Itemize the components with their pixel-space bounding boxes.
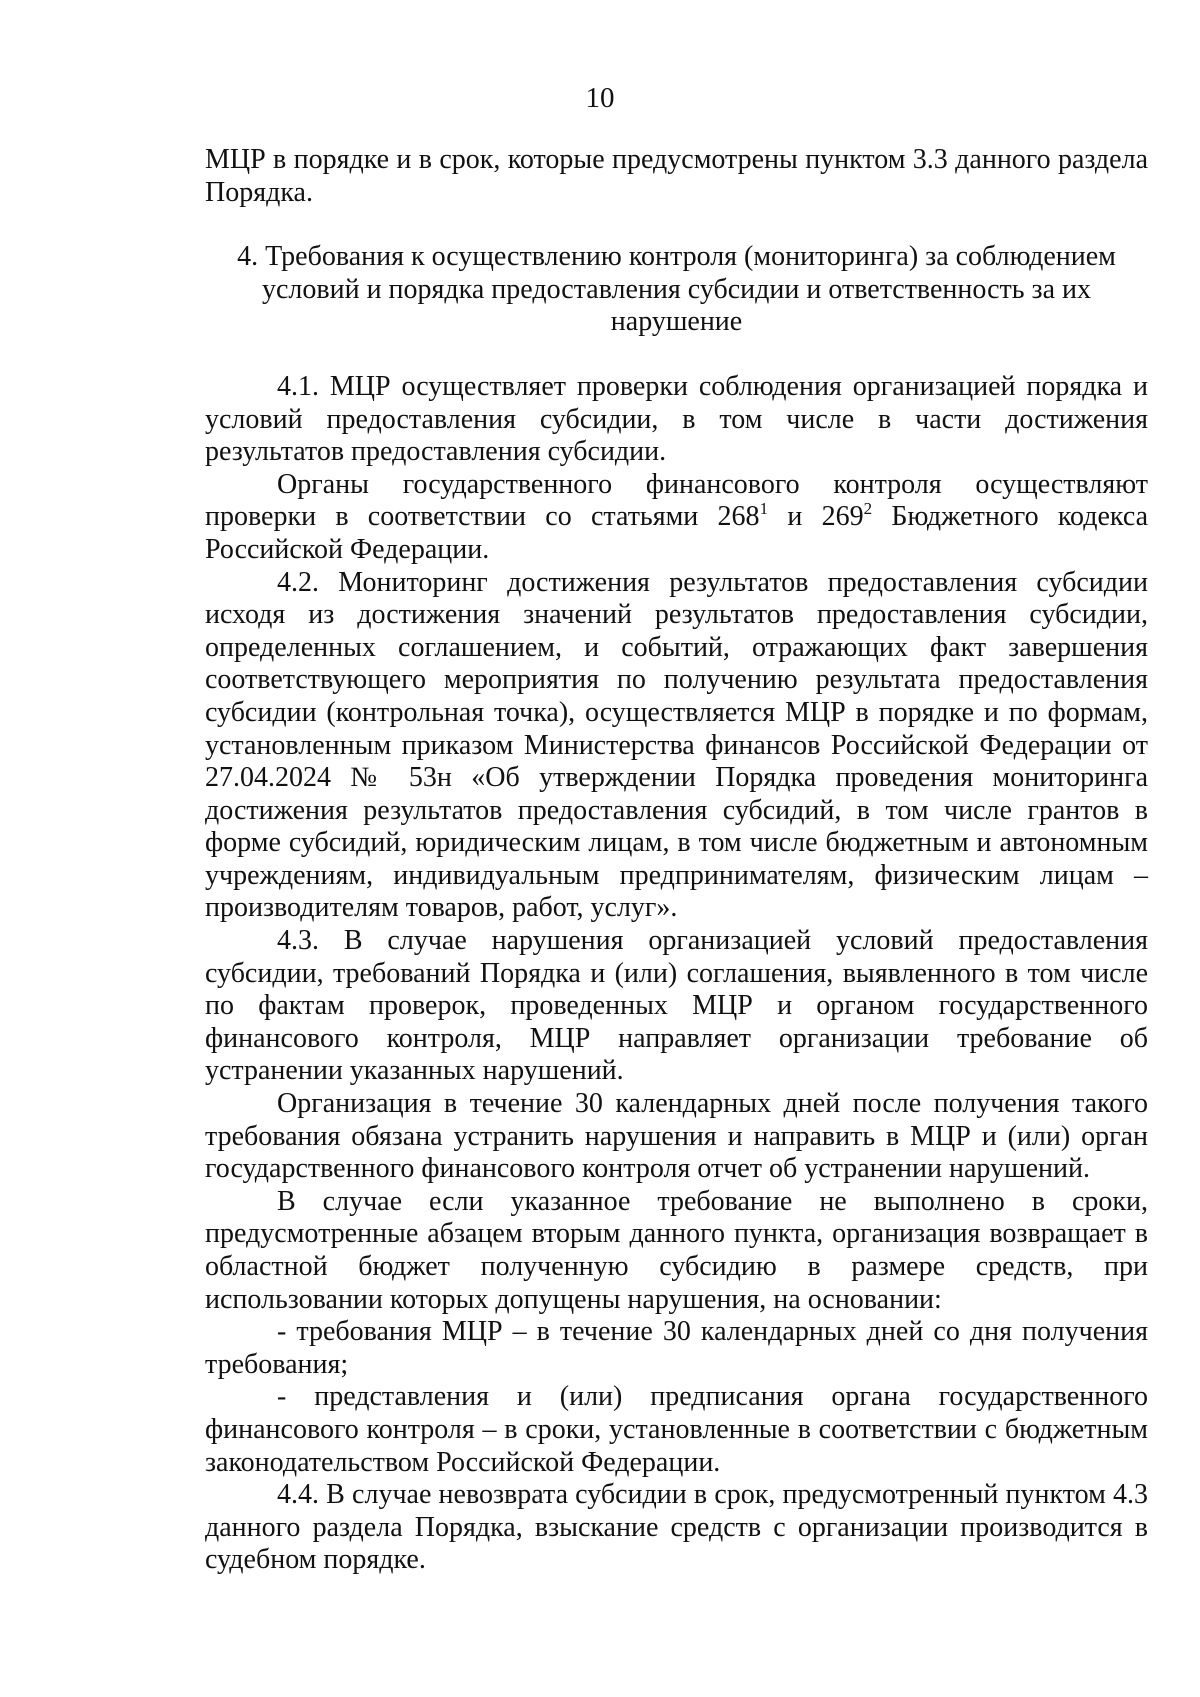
text-run: Органы государственного финансового контроля осуществляют проверки в соответствии со статьями 268 (205, 468, 1148, 533)
list-item-mcr-requirement: - требования МЦР – в течение 30 календарных дней со дня получения требования; (205, 1316, 1148, 1380)
section-heading-line: нарушение (610, 306, 743, 338)
page-number: 10 (585, 82, 615, 114)
text-run: и 269 (768, 501, 864, 533)
paragraph-4-1: 4.1. МЦР осуществляет проверки соблюдения организацией порядка и условий предоставления субсидии, в том числе в части достижения результатов предоставления субсидии. (205, 370, 1148, 468)
section-heading (205, 241, 1148, 339)
paragraph-4-4: 4.4. В случае невозврата субсидии в срок, предусмотренный пунктом 4.3 данного раздела Порядка, взыскание средств с организации производится в судебном порядке. (205, 1479, 1148, 1576)
text-run: Бюджетного кодекса Российской Федерации. (205, 501, 1149, 565)
paragraph-4-3-refund: В случае если указанное требование не выполнено в сроки, предусмотренные абзацем вторым данного пункта, организация возвращает в областной бюджет полученную субсидию в размере средств, при использовании которых допущены нарушения, на основании: (205, 1185, 1148, 1315)
superscript: 2 (863, 499, 873, 519)
section-heading-line: условий и порядка предоставления субсидии и ответственность за их (261, 273, 1091, 305)
document-body (205, 144, 1148, 1577)
paragraph-4-3-deadline: Организация в течение 30 календарных дней после получения такого требования обязана устранить нарушения и направить в МЦР и (или) орган государственного финансового контроля отчет об устранении нарушений. (205, 1088, 1148, 1185)
continuation-paragraph: МЦР в порядке и в срок, которые предусмотрены пунктом 3.3 данного раздела Порядка. (205, 144, 1148, 208)
paragraph-4-3: 4.3. В случае нарушения организацией условий предоставления субсидии, требований Порядка и (или) соглашения, выявленного в том числе по фактам проверок, проведенных МЦР и органом государственного финансового контроля, МЦР направляет организации требование об устранении указанных нарушений. (205, 925, 1148, 1087)
superscript: 1 (759, 499, 769, 519)
paragraph-4-2: 4.2. Мониторинг достижения результатов предоставления субсидии исходя из достижения значений результатов предоставления субсидии, определенных соглашением, и событий, отражающих факт завершения соответствующего мероприятия по получению результата предоставления субсидии (контрольная точка), осуществляется МЦР в порядке и по формам, установленным приказом Министерства финансов Российской Федерации от 27.04.2024 № 53н «Об утверждении Порядка проведения мониторинга достижения результатов предоставления субсидий, в том числе грантов в форме субсидий, юридическим лицам, в том числе бюджетным и автономным учреждениям, индивидуальным предпринимателям, физическим лицам – производителям товаров, работ, услуг». (205, 566, 1148, 924)
list-item-control-order: - представления и (или) предписания органа государственного финансового контроля – в сроки, установленные в соответствии с бюджетным законодательством Российской Федерации. (205, 1381, 1148, 1478)
paragraph-4-1-control-bodies (205, 469, 1148, 567)
section-heading-line: 4. Требования к осуществлению контроля (мониторинга) за соблюдением (237, 241, 1116, 273)
